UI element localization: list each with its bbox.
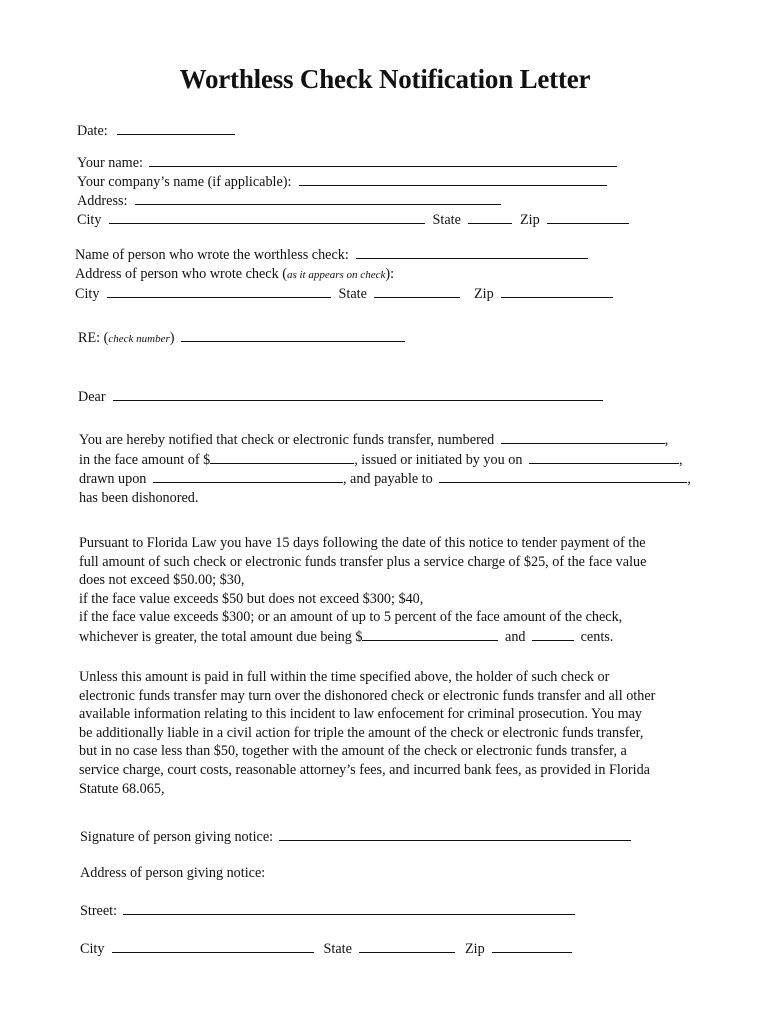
notice-paragraph <box>79 430 691 507</box>
footer-city-field[interactable] <box>112 939 314 953</box>
notice-line-1-text: You are hereby notified that check or electronic funds transfer, numbered <box>79 432 495 448</box>
footer-zip-label: Zip <box>465 941 485 957</box>
dear-label: Dear <box>78 389 106 405</box>
zip-field[interactable] <box>547 210 629 224</box>
writer-city-label: City <box>75 286 100 302</box>
your-name-row <box>77 153 617 172</box>
writer-address-label: Address of person who wrote check ( <box>75 266 287 282</box>
re-label: RE: ( <box>78 330 109 346</box>
writer-city-field[interactable] <box>107 284 331 298</box>
re-row <box>78 328 405 348</box>
unless-line: be additionally liable in a civil action for triple the amount of the check or electronic funds transfer, <box>79 724 644 741</box>
notice-line-3a-text: drawn upon <box>79 471 147 488</box>
unless-line: available information relating to this incident to law enfocement for criminal prosecution. You may <box>79 706 643 723</box>
florida-line-1: Pursuant to Florida Law you have 15 days following the date of this notice to tender payment of the <box>79 535 646 551</box>
face-amount-field[interactable] <box>210 450 354 464</box>
dear-field[interactable] <box>113 387 603 401</box>
florida-line-4: if the face value exceeds $50 but does not exceed $300; $40, <box>79 590 424 607</box>
dear-row <box>78 387 603 406</box>
footer-state-label: State <box>323 941 352 957</box>
unless-line: but in no case less than $50, together with the amount of the check or electronic funds transfer, a <box>79 743 627 760</box>
drawn-upon-field[interactable] <box>153 469 343 483</box>
notice-line-3b-text: , and payable to <box>342 471 433 488</box>
address-label: Address: <box>77 193 128 209</box>
writer-city-row <box>75 284 613 303</box>
state-label: State <box>432 212 461 228</box>
company-row <box>77 172 607 191</box>
writer-name-field[interactable] <box>356 245 588 259</box>
notice-line-2 <box>79 450 691 470</box>
florida-paragraph <box>79 534 646 647</box>
check-number-field[interactable] <box>181 328 405 342</box>
footer-zip-field[interactable] <box>492 939 572 953</box>
city-row <box>77 210 629 229</box>
unless-line: service charge, court costs, reasonable attorney’s fees, and incurred bank fees, as provided in Florida <box>79 761 650 778</box>
page-title: Worthless Check Notification Letter <box>179 64 591 94</box>
signature-row <box>80 827 631 846</box>
cents-field[interactable] <box>532 627 574 641</box>
writer-name-row <box>75 245 588 264</box>
writer-address-row <box>75 265 394 284</box>
unless-line: electronic funds transfer may turn over the dishonored check or electronic funds transfer and all other <box>79 687 656 704</box>
notice-comma-1: , <box>664 432 669 448</box>
unless-paragraph <box>79 668 655 798</box>
florida-cents-text: cents. <box>580 628 614 645</box>
signature-label: Signature of person giving notice: <box>80 829 274 845</box>
writer-address-note: as it appears on check <box>286 269 386 281</box>
signature-field[interactable] <box>279 827 631 841</box>
company-label: Your company’s name (if applicable): <box>77 174 292 190</box>
writer-zip-field[interactable] <box>501 284 613 298</box>
writer-state-label: State <box>338 286 367 302</box>
re-suffix: ) <box>169 330 175 346</box>
unless-line: Unless this amount is paid in full within the time specified above, the holder of such check or <box>79 669 610 685</box>
florida-line-2: full amount of such check or electronic funds transfer plus a service charge of $25, of the face value <box>79 553 647 570</box>
florida-line-6 <box>79 627 646 647</box>
city-field[interactable] <box>109 210 425 224</box>
state-field[interactable] <box>468 210 512 224</box>
your-name-label: Your name: <box>77 155 143 171</box>
check-numbered-field[interactable] <box>501 430 665 444</box>
writer-address-suffix: ): <box>385 266 395 282</box>
florida-line-3: does not exceed $50.00; $30, <box>79 572 245 589</box>
footer-city-label: City <box>80 941 105 957</box>
address-field[interactable] <box>135 191 501 205</box>
address-row <box>77 191 501 210</box>
notice-line-1 <box>79 430 691 450</box>
notice-comma-3: , <box>687 471 691 488</box>
date-field[interactable] <box>117 121 235 135</box>
city-label: City <box>77 212 102 228</box>
zip-label: Zip <box>520 212 540 228</box>
total-amount-field[interactable] <box>362 627 498 641</box>
writer-zip-label: Zip <box>474 286 494 302</box>
date-label: Date: <box>77 123 108 139</box>
unless-line: Statute 68.065, <box>79 780 165 797</box>
footer-city-row <box>80 939 572 958</box>
florida-and-text: and <box>505 628 526 645</box>
notice-comma-2: , <box>679 451 683 468</box>
florida-line-6a-text: whichever is greater, the total amount due being $ <box>79 628 363 645</box>
writer-name-label: Name of person who wrote the worthless check: <box>75 247 349 263</box>
notice-line-4: has been dishonored. <box>79 489 199 506</box>
notice-address-label: Address of person giving notice: <box>80 865 266 881</box>
re-note: check number <box>108 333 170 345</box>
company-field[interactable] <box>299 172 607 186</box>
your-name-field[interactable] <box>149 153 617 167</box>
notice-line-2a-text: in the face amount of $ <box>79 451 211 468</box>
payable-to-field[interactable] <box>439 469 687 483</box>
notice-line-2b-text: , issued or initiated by you on <box>354 451 523 468</box>
notice-address-row <box>80 864 265 882</box>
street-label: Street: <box>80 903 118 919</box>
date-row <box>77 121 235 140</box>
street-row <box>80 901 575 920</box>
issued-date-field[interactable] <box>529 450 679 464</box>
footer-state-field[interactable] <box>359 939 455 953</box>
street-field[interactable] <box>123 901 575 915</box>
notice-line-3 <box>79 469 691 489</box>
florida-line-5: if the face value exceeds $300; or an amount of up to 5 percent of the face amount of the check, <box>79 609 623 626</box>
writer-state-field[interactable] <box>374 284 460 298</box>
